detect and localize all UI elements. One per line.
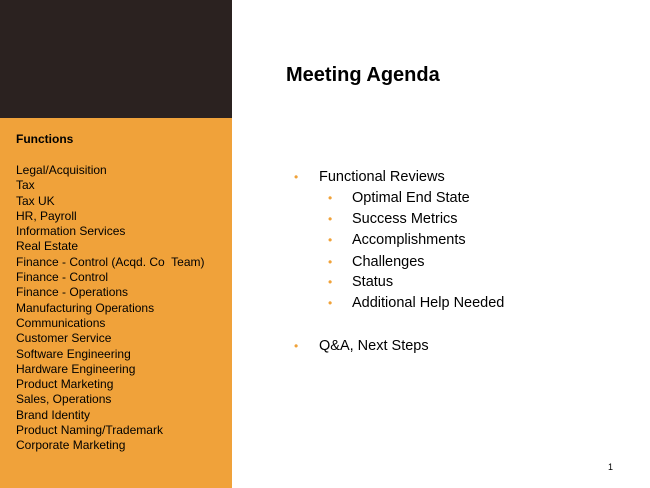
bullet-icon: •: [328, 275, 333, 289]
list-item: Sales, Operations: [16, 392, 112, 407]
bullet-icon: •: [328, 212, 333, 226]
bullet-icon: •: [328, 255, 333, 269]
list-item: Communications: [16, 315, 106, 330]
list-item: Finance - Control (Acqd. Co Team): [16, 254, 205, 269]
agenda-item: Functional Reviews: [319, 169, 445, 185]
functions-list: [16, 163, 205, 454]
list-item: Customer Service: [16, 331, 112, 346]
list-item: Product Marketing: [16, 377, 114, 392]
bullet-icon: •: [294, 339, 299, 353]
list-item: Product Naming/Trademark: [16, 423, 163, 438]
list-item: Tax UK: [16, 193, 55, 208]
page-number: 1: [608, 462, 614, 472]
functions-heading: Functions: [16, 132, 74, 146]
sidebar-header-block: [0, 0, 232, 118]
list-item: HR, Payroll: [16, 208, 77, 223]
agenda-item: Q&A, Next Steps: [319, 338, 429, 354]
slide-title: Meeting Agenda: [286, 64, 440, 86]
agenda-subitem: Optimal End State: [352, 190, 470, 206]
list-item: Corporate Marketing: [16, 438, 126, 453]
bullet-icon: •: [328, 191, 333, 205]
agenda-subitem: Challenges: [352, 254, 425, 270]
list-item: Finance - Operations: [16, 285, 129, 300]
agenda-subitem: Status: [352, 274, 394, 290]
list-item: Information Services: [16, 224, 126, 239]
bullet-icon: •: [294, 170, 299, 184]
agenda-subitem: Accomplishments: [352, 232, 466, 248]
list-item: Finance - Control: [16, 270, 109, 285]
list-item: Legal/Acquisition: [16, 163, 107, 177]
agenda-subitem: Additional Help Needed: [352, 295, 505, 311]
list-item: Brand Identity: [16, 407, 91, 422]
agenda-subitem: Success Metrics: [352, 211, 458, 227]
list-item: Manufacturing Operations: [16, 300, 155, 315]
list-item: Real Estate: [16, 239, 79, 254]
list-item: Software Engineering: [16, 346, 131, 361]
list-item: Hardware Engineering: [16, 361, 136, 376]
bullet-icon: •: [328, 233, 333, 247]
bullet-icon: •: [328, 296, 333, 310]
list-item: Tax: [16, 178, 35, 193]
